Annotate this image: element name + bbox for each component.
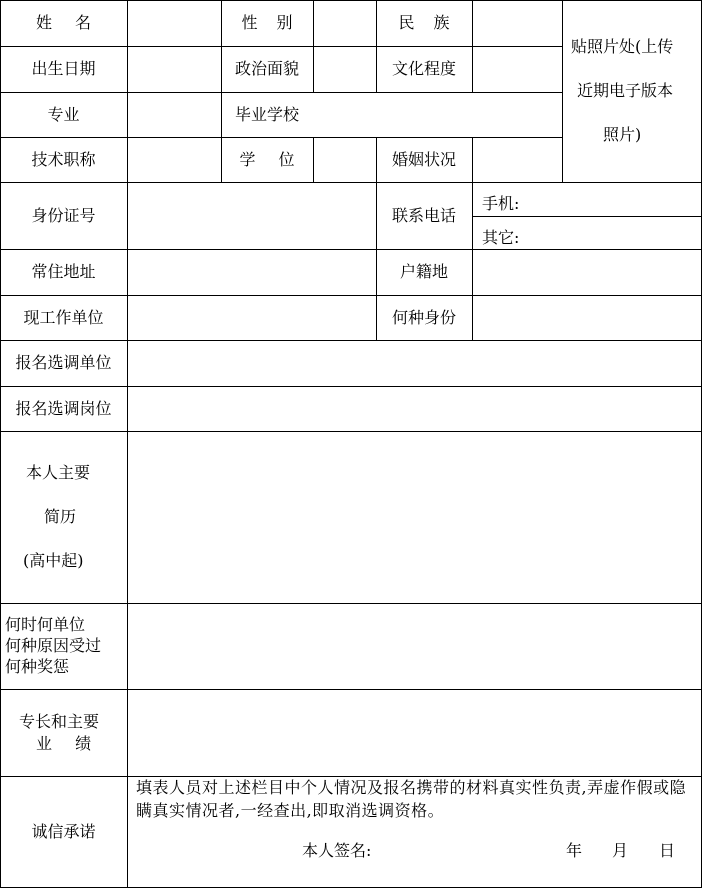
other-phone-field[interactable] bbox=[473, 217, 701, 249]
date-month-label: 月 bbox=[612, 841, 629, 860]
photo-label-line2: 近期电子版本 bbox=[577, 81, 674, 100]
household-registration-field[interactable] bbox=[473, 250, 701, 295]
graduated-school-field[interactable] bbox=[314, 93, 562, 137]
date-day-label: 日 bbox=[659, 841, 676, 860]
current-employer-field[interactable] bbox=[128, 296, 376, 340]
political-status-field[interactable] bbox=[314, 47, 376, 92]
rewards-label-line2: 何种原因受过 bbox=[5, 636, 102, 655]
gender-field[interactable] bbox=[314, 1, 376, 46]
integrity-statement: 填表人员对上述栏目中个人情况及报名携带的材料真实性负责,弄虚作假或隐瞒真实情况者,一经查出,即取消选调资格。 bbox=[136, 778, 687, 820]
grid-line bbox=[0, 887, 702, 888]
expertise-label-line2: 业 绩 bbox=[36, 734, 92, 753]
name-field[interactable] bbox=[128, 1, 221, 46]
resume-label-line3: (高中起) bbox=[23, 551, 84, 570]
marital-status-label: 婚姻状况 bbox=[391, 149, 456, 169]
applied-unit-field[interactable] bbox=[128, 341, 701, 386]
rewards-penalties-field[interactable] bbox=[128, 604, 701, 689]
degree-label: 学 位 bbox=[239, 149, 295, 169]
signature-field[interactable] bbox=[384, 838, 554, 866]
degree-field[interactable] bbox=[314, 138, 376, 182]
applied-position-field[interactable] bbox=[128, 387, 701, 431]
residence-address-label: 常住地址 bbox=[31, 262, 96, 281]
technical-title-label: 技术职称 bbox=[31, 149, 96, 169]
applied-position-label: 报名选调岗位 bbox=[15, 398, 112, 418]
contact-phone-label: 联系电话 bbox=[391, 205, 456, 225]
marital-status-field[interactable] bbox=[473, 138, 562, 182]
integrity-label: 诚信承诺 bbox=[31, 821, 96, 841]
rewards-label-line1: 何时何单位 bbox=[5, 615, 86, 634]
mobile-label: 手机: bbox=[482, 194, 520, 213]
education-level-label: 文化程度 bbox=[391, 59, 456, 78]
name-label: 姓 名 bbox=[35, 13, 92, 32]
graduated-school-label: 毕业学校 bbox=[234, 104, 299, 124]
rewards-label-line3: 何种奖惩 bbox=[5, 657, 70, 676]
photo-upload-area[interactable] bbox=[563, 1, 701, 182]
ethnicity-field[interactable] bbox=[473, 1, 562, 46]
expertise-field[interactable] bbox=[128, 690, 701, 776]
ethnicity-label: 民 族 bbox=[398, 13, 450, 32]
resume-label-line1: 本人主要 bbox=[26, 463, 91, 482]
identity-type-label: 何种身份 bbox=[391, 307, 456, 327]
identity-type-field[interactable] bbox=[473, 296, 701, 340]
major-label: 专业 bbox=[47, 104, 80, 124]
birth-date-label: 出生日期 bbox=[31, 59, 96, 78]
technical-title-field[interactable] bbox=[128, 138, 221, 182]
mobile-phone-field[interactable] bbox=[473, 183, 701, 216]
resume-label-line2: 简历 bbox=[44, 507, 77, 526]
birth-date-field[interactable] bbox=[128, 47, 221, 92]
current-employer-label: 现工作单位 bbox=[23, 307, 104, 327]
other-phone-label: 其它: bbox=[482, 228, 520, 247]
signature-label: 本人签名: bbox=[302, 841, 372, 860]
id-number-field[interactable] bbox=[128, 183, 376, 249]
household-registration-label: 户籍地 bbox=[399, 262, 448, 281]
political-status-label: 政治面貌 bbox=[234, 59, 299, 78]
gender-label: 性 别 bbox=[241, 13, 293, 32]
date-year-label: 年 bbox=[566, 841, 583, 860]
applied-unit-label: 报名选调单位 bbox=[15, 353, 112, 372]
id-number-label: 身份证号 bbox=[31, 205, 96, 225]
major-field[interactable] bbox=[128, 93, 221, 137]
expertise-label-line1: 专长和主要 bbox=[19, 712, 100, 731]
photo-label-line1: 贴照片处(上传 bbox=[571, 37, 674, 56]
education-level-field[interactable] bbox=[473, 47, 562, 92]
photo-label-line3: 照片) bbox=[603, 125, 642, 144]
residence-address-field[interactable] bbox=[128, 250, 376, 295]
resume-field[interactable] bbox=[128, 432, 701, 603]
